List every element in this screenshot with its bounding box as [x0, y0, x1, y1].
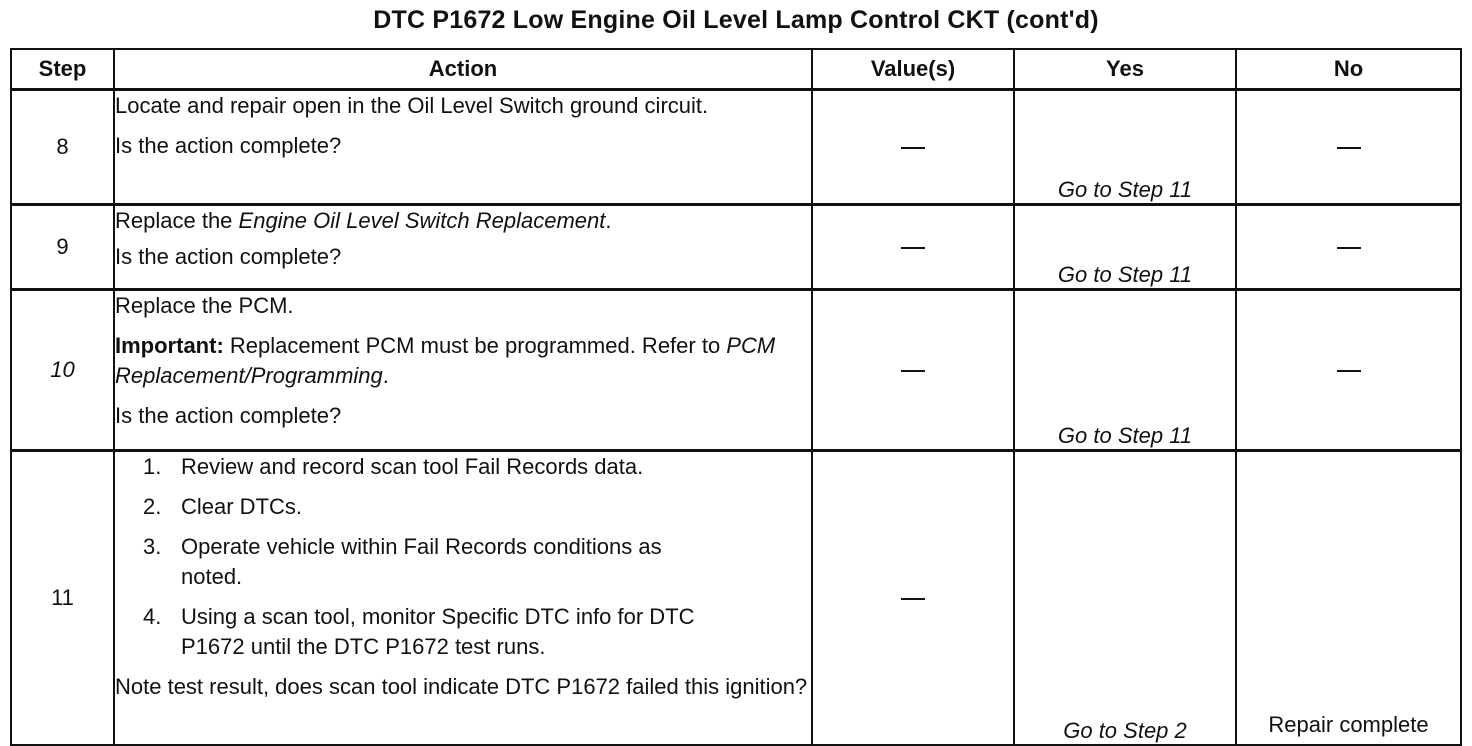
list-item: [143, 492, 811, 522]
value-cell: [812, 290, 1014, 451]
yes-link[interactable]: Go to Step 11: [1014, 90, 1236, 205]
action-question: Is the action complete?: [115, 133, 342, 158]
action-cell: [114, 451, 812, 746]
important-suffix: .: [382, 363, 389, 388]
action-question: Note test result, does scan tool indicate DTC P1672 failed this ignition?: [115, 674, 808, 699]
dash-mark: [1337, 370, 1361, 372]
action-cell: [114, 90, 812, 205]
table-row: [11, 205, 1461, 290]
table-row: [11, 451, 1461, 746]
action-text: [115, 206, 811, 236]
action-cell: [114, 205, 812, 290]
substep-number: 4.: [143, 604, 162, 629]
value-cell: [812, 205, 1014, 290]
diagnostic-table: [10, 48, 1462, 746]
substep-number: 2.: [143, 494, 162, 519]
no-result: Repair complete: [1236, 451, 1461, 746]
action-question: Is the action complete?: [115, 403, 342, 428]
no-cell: [1236, 290, 1461, 451]
important-text: Replacement PCM must be programmed. Refer to: [223, 333, 727, 358]
dash-mark: [901, 247, 925, 249]
dash-mark: [901, 370, 925, 372]
important-note: [115, 331, 811, 391]
substep-text: Using a scan tool, monitor Specific DTC info for DTC P1672 until the DTC P1672 test runs.: [181, 604, 695, 659]
step-number: 8: [11, 90, 114, 205]
step-number: 10: [11, 290, 114, 451]
substep-text: Review and record scan tool Fail Records data.: [181, 454, 644, 479]
list-item: [143, 602, 811, 662]
value-cell: [812, 451, 1014, 746]
action-text: Locate and repair open in the Oil Level Switch ground circuit.: [115, 93, 709, 118]
action-suffix: .: [605, 208, 612, 233]
substep-list: [115, 452, 811, 662]
header-action: Action: [114, 49, 812, 90]
page-title: DTC P1672 Low Engine Oil Level Lamp Control CKT (cont'd): [373, 6, 1099, 34]
header-no: No: [1236, 49, 1461, 90]
yes-link[interactable]: Go to Step 11: [1014, 290, 1236, 451]
procedure-link[interactable]: PCM Replacement/Programming: [115, 333, 776, 388]
step-number: 9: [11, 205, 114, 290]
table-row: [11, 290, 1461, 451]
yes-link[interactable]: Go to Step 2: [1014, 451, 1236, 746]
important-label: Important:: [115, 333, 224, 358]
dash-mark: [1337, 147, 1361, 149]
header-values: Value(s): [812, 49, 1014, 90]
header-yes: Yes: [1014, 49, 1236, 90]
no-cell: [1236, 90, 1461, 205]
header-step: Step: [11, 49, 114, 90]
action-question: Is the action complete?: [115, 244, 342, 269]
table-header-row: [11, 49, 1461, 90]
dash-mark: [1337, 247, 1361, 249]
action-prefix: Replace the: [115, 208, 239, 233]
substep-number: 3.: [143, 534, 162, 559]
list-item: [143, 452, 811, 482]
list-item: [143, 532, 811, 592]
dash-mark: [901, 598, 925, 600]
yes-link[interactable]: Go to Step 11: [1014, 205, 1236, 290]
substep-number: 1.: [143, 454, 162, 479]
dash-mark: [901, 147, 925, 149]
action-text: Replace the PCM.: [115, 293, 294, 318]
no-cell: [1236, 205, 1461, 290]
value-cell: [812, 90, 1014, 205]
step-number: 11: [11, 451, 114, 746]
procedure-link[interactable]: Engine Oil Level Switch Replacement: [238, 208, 606, 233]
table-row: [11, 90, 1461, 205]
action-cell: [114, 290, 812, 451]
substep-text: Clear DTCs.: [181, 494, 303, 519]
substep-text: Operate vehicle within Fail Records conditions as noted.: [181, 534, 662, 589]
